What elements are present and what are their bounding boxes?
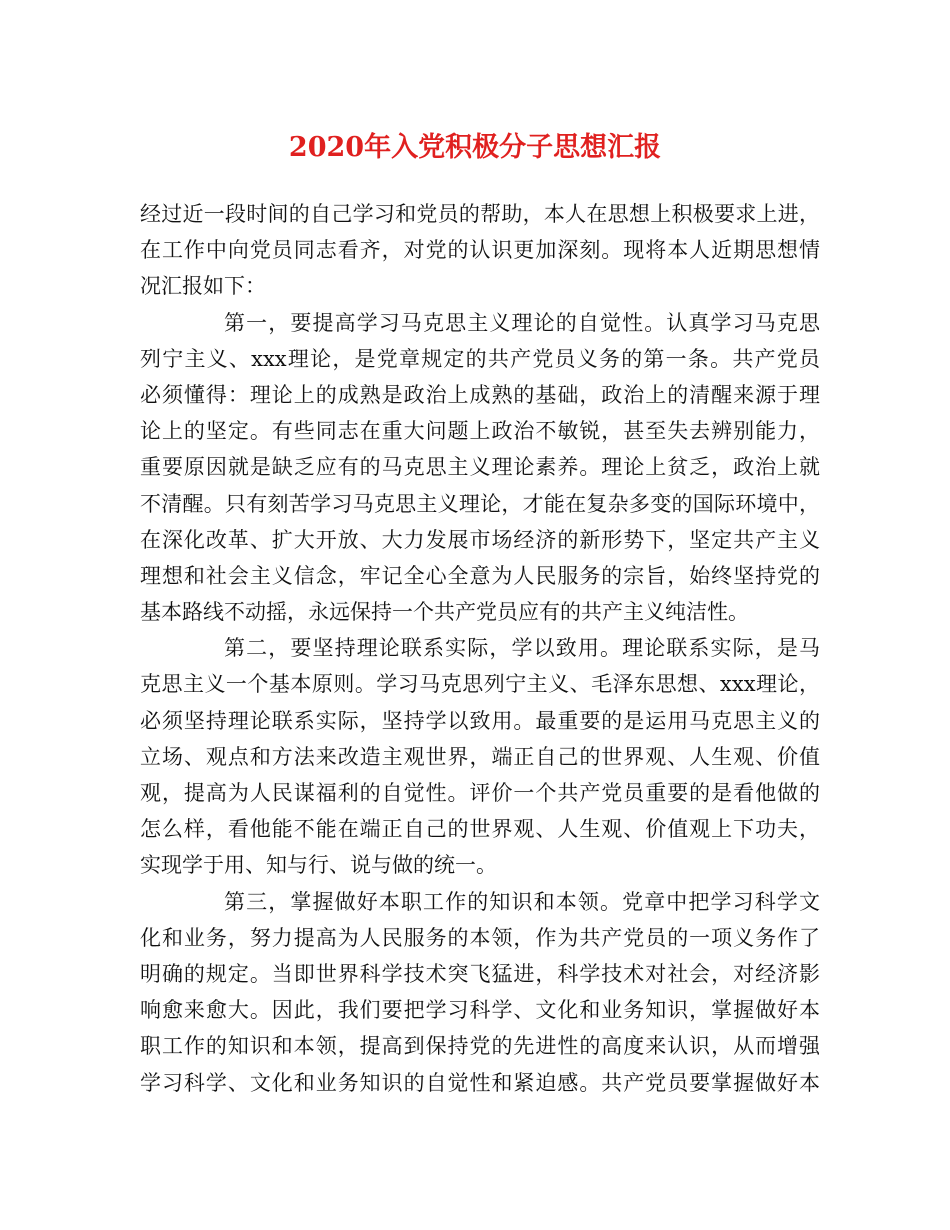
- text-line: 第三，掌握做好本职工作的知识和本领。党章中把学习科学文: [224, 889, 820, 914]
- text-line: 克思主义一个基本原则。学习马克思列宁主义、毛泽东思想、xxx理论，: [140, 672, 820, 697]
- text-line: 况汇报如下：: [140, 274, 266, 299]
- text-line: 经过近一段时间的自己学习和党员的帮助，本人在思想上积极要求上进，: [140, 202, 820, 226]
- text-line: 第二，要坚持理论联系实际，学以致用。理论联系实际，是马: [224, 636, 820, 661]
- text-line: 怎么样，看他能不能在端正自己的世界观、人生观、价值观上下功夫，: [140, 817, 820, 842]
- text-line: 列宁主义、xxx理论，是党章规定的共产党员义务的第一条。共产党员: [140, 346, 820, 371]
- text-line: 实现学于用、知与行、说与做的统一。: [140, 853, 497, 878]
- text-line: 明确的规定。当即世界科学技术突飞猛进，科学技术对社会，对经济影: [140, 961, 820, 986]
- text-line: 立场、观点和方法来改造主观世界，端正自己的世界观、人生观、价值: [140, 744, 820, 769]
- text-line: 在工作中向党员同志看齐，对党的认识更加深刻。现将本人近期思想情: [140, 238, 820, 263]
- text-line: 在深化改革、扩大开放、大力发展市场经济的新形势下，坚定共产主义: [140, 527, 820, 552]
- text-line: 学习科学、文化和业务知识的自觉性和紧迫感。共产党员要掌握做好本: [140, 1070, 820, 1095]
- text-line: 必须坚持理论联系实际，坚持学以致用。最重要的是运用马克思主义的: [140, 708, 820, 733]
- text-line: 不清醒。只有刻苦学习马克思主义理论，才能在复杂多变的国际环境中，: [140, 491, 820, 516]
- text-line: 化和业务，努力提高为人民服务的本领，作为共产党员的一项义务作了: [140, 925, 820, 950]
- text-line: 观，提高为人民谋福利的自觉性。评价一个共产党员重要的是看他做的: [140, 781, 820, 805]
- text-line: 必须懂得：理论上的成熟是政治上成熟的基础，政治上的清醒来源于理: [140, 382, 820, 407]
- text-line: 理想和社会主义信念，牢记全心全意为人民服务的宗旨，始终坚持党的: [140, 563, 820, 588]
- document-body: [140, 196, 820, 1101]
- text-line: 职工作的知识和本领，提高到保持党的先进性的高度来认识，从而增强: [140, 1034, 820, 1059]
- text-line: 论上的坚定。有些同志在重大问题上政治不敏锐，甚至失去辨别能力，: [140, 419, 820, 444]
- document-title: 2020年入党积极分子思想汇报: [288, 132, 662, 163]
- text-line: 第一，要提高学习马克思主义理论的自觉性。认真学习马克思: [224, 310, 820, 335]
- text-line: 基本路线不动摇，永远保持一个共产党员应有的共产主义纯洁性。: [140, 600, 749, 625]
- text-line: 重要原因就是缺乏应有的马克思主义理论素养。理论上贫乏，政治上就: [140, 455, 820, 480]
- text-line: 响愈来愈大。因此，我们要把学习科学、文化和业务知识，掌握做好本: [140, 998, 820, 1023]
